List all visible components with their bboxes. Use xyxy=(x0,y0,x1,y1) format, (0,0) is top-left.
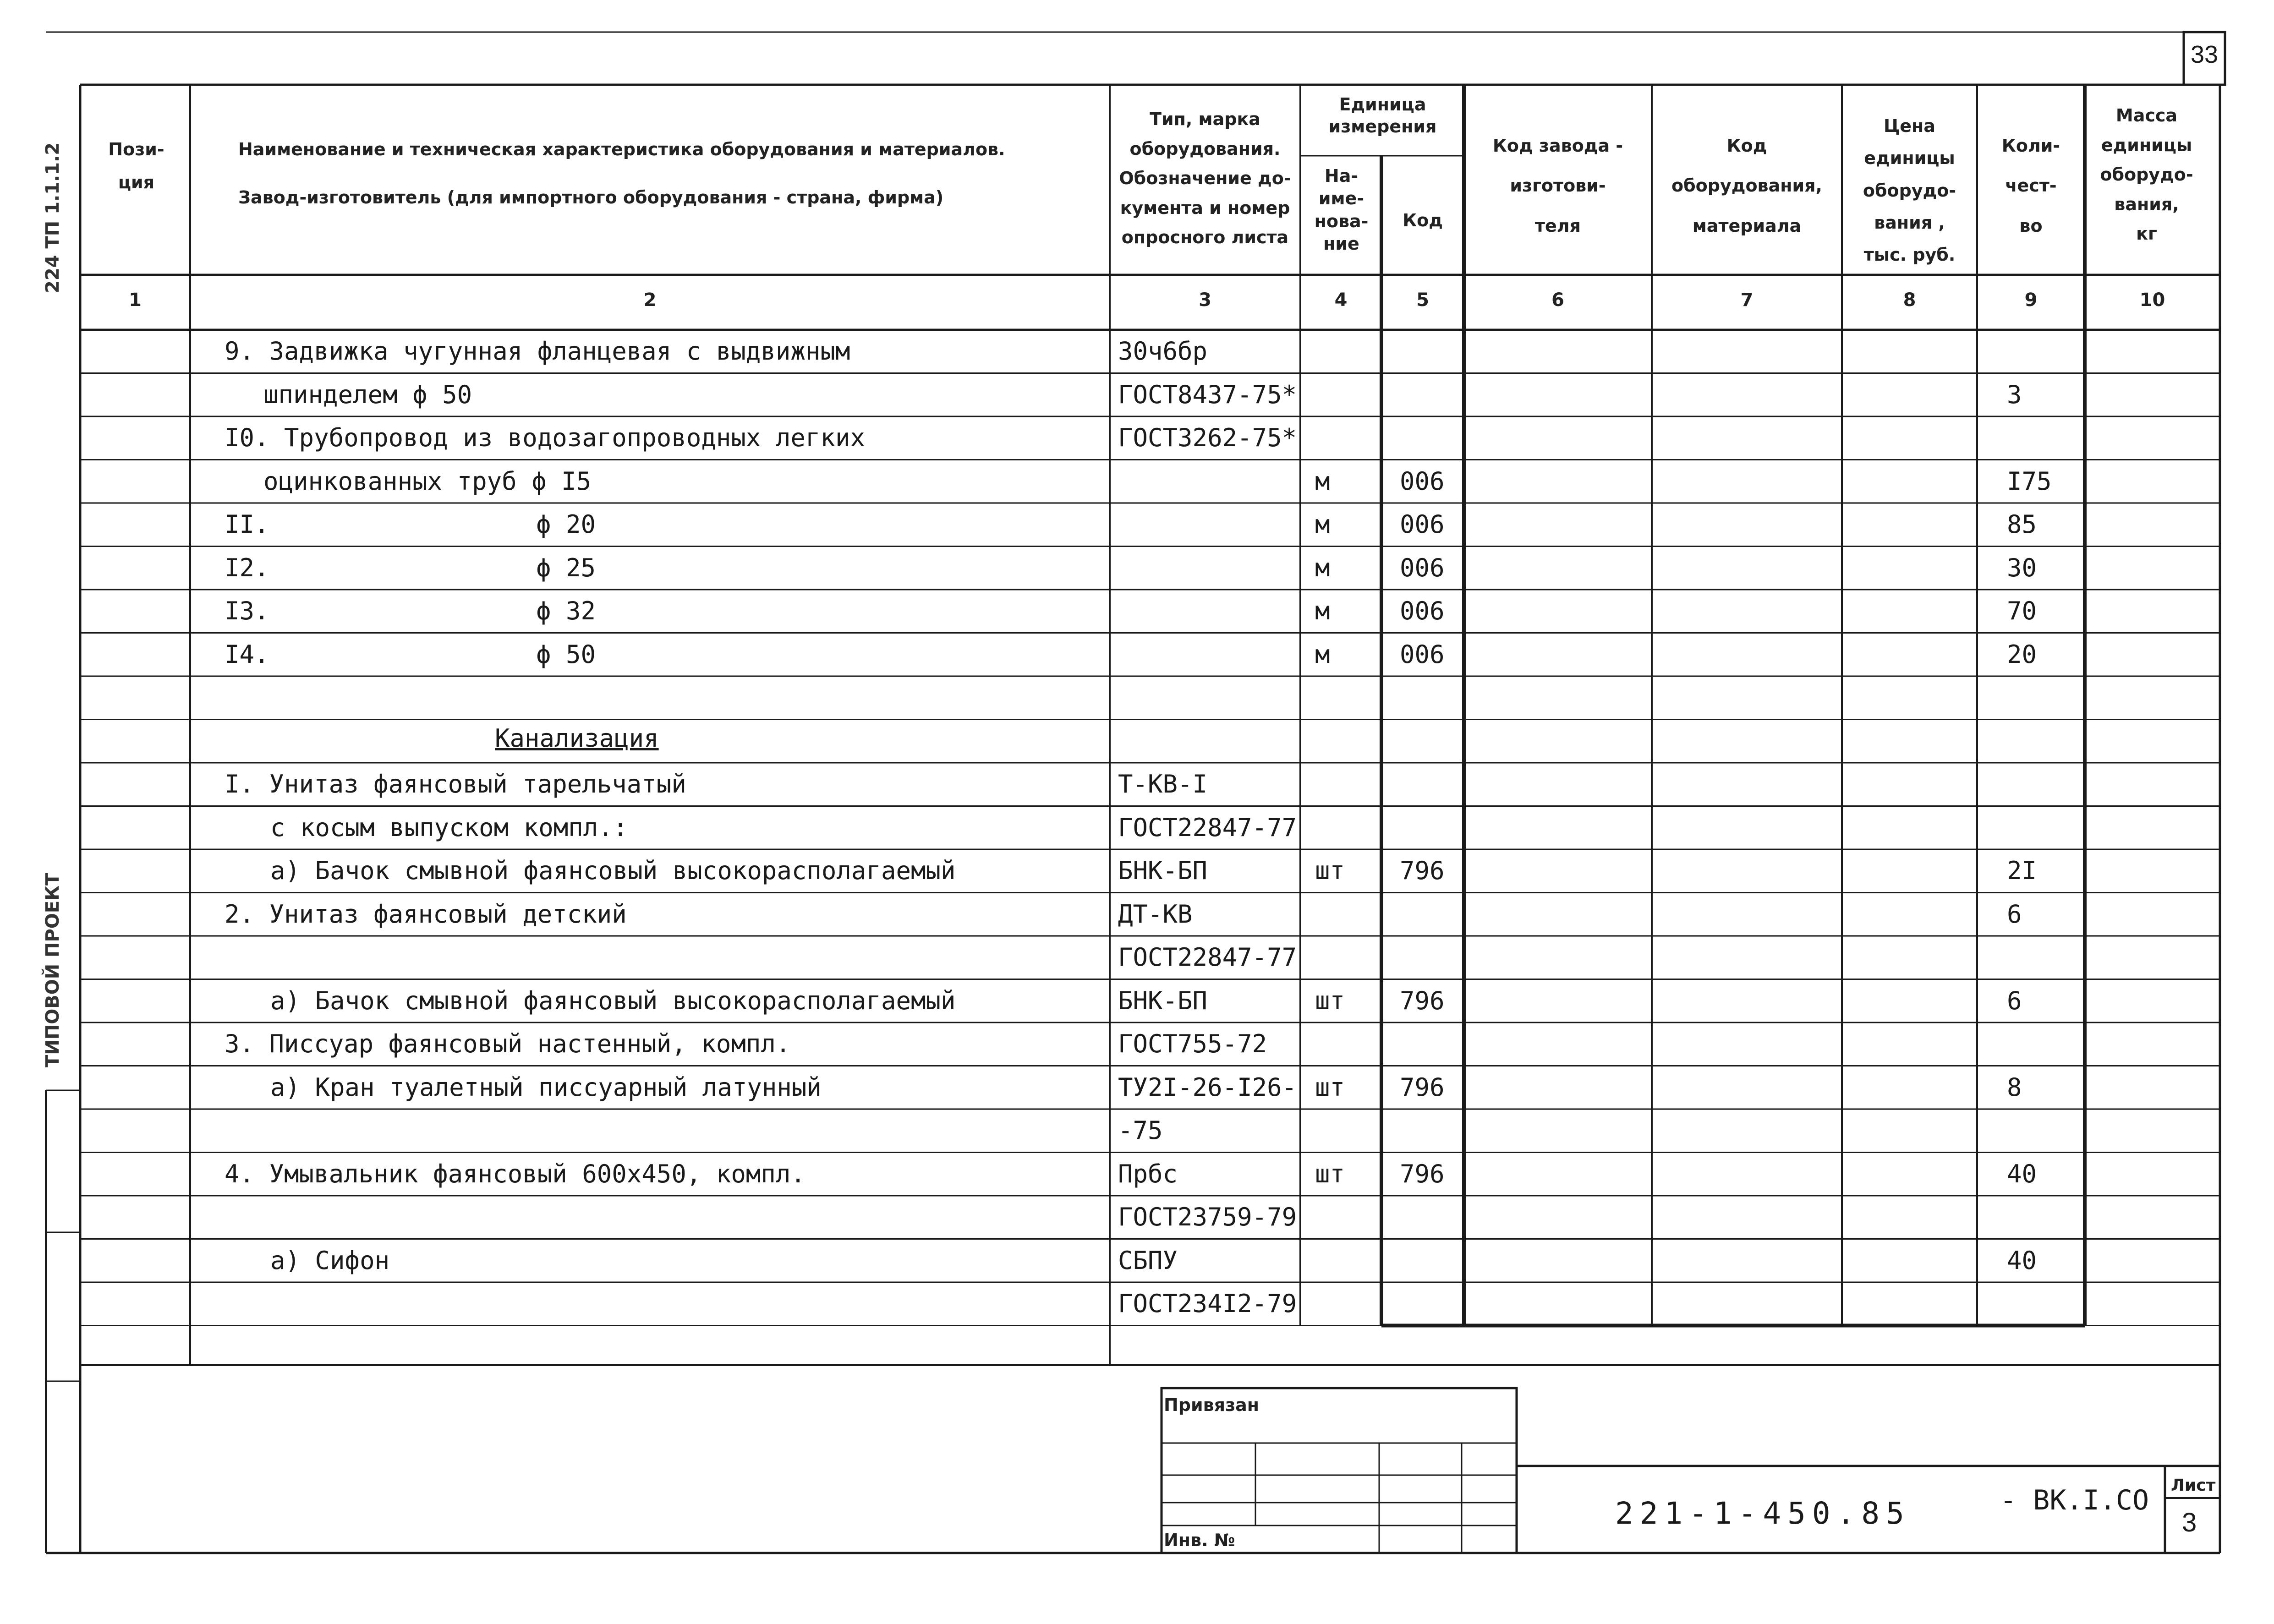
item-type: СБПУ xyxy=(1118,1246,1178,1275)
item-type: ГОСТ3262-75* xyxy=(1118,423,1297,452)
header-material-code: Код оборудования, материала xyxy=(1671,136,1822,236)
item-name: II. xyxy=(225,510,269,539)
stamp-inventory: Инв. № xyxy=(1164,1530,1235,1550)
header-position: Пози- ция xyxy=(108,139,164,193)
item-name: а) Кран туалетный писсуарный латунный xyxy=(270,1072,822,1102)
column-number-5: 5 xyxy=(1416,290,1429,311)
column-number-2: 2 xyxy=(643,290,657,311)
item-unit-code: 006 xyxy=(1400,640,1445,669)
item-diameter: ϕ 50 xyxy=(536,640,596,669)
item-unit-code: 006 xyxy=(1400,553,1445,582)
item-unit-code: 006 xyxy=(1400,466,1445,496)
item-unit: м xyxy=(1315,553,1330,582)
header-unit: Единица измерения xyxy=(1328,94,1437,137)
item-unit-code: 796 xyxy=(1400,1072,1445,1102)
item-name: I4. xyxy=(225,640,269,669)
item-type: БНК-БП xyxy=(1118,986,1208,1015)
sheet-number: 3 xyxy=(2182,1508,2197,1537)
header-unit-code: Код xyxy=(1403,210,1443,230)
item-type: ГОСТ22847-77 xyxy=(1118,943,1297,972)
column-number-8: 8 xyxy=(1903,290,1916,311)
item-type: Т-КВ-I xyxy=(1118,770,1208,798)
item-type: Прбс xyxy=(1118,1159,1178,1188)
item-quantity: I75 xyxy=(2007,466,2052,496)
header-factory-code: Код завода - изготови- теля xyxy=(1492,136,1623,236)
column-number-1: 1 xyxy=(129,290,142,311)
header-mass: Масса единицы оборудо- вания, кг xyxy=(2100,105,2193,244)
item-name: 9. Задвижка чугунная фланцевая с выдвижным xyxy=(225,337,850,366)
item-quantity: 40 xyxy=(2007,1159,2037,1188)
item-unit: м xyxy=(1315,596,1330,625)
item-quantity: 8 xyxy=(2007,1072,2022,1102)
item-quantity: 6 xyxy=(2007,986,2022,1015)
item-name: I3. xyxy=(225,596,269,625)
item-diameter: ϕ 20 xyxy=(536,510,596,539)
item-name: а) Бачок смывной фаянсовый высокорасполагаемый xyxy=(270,856,956,885)
item-unit: м xyxy=(1315,640,1330,669)
header-type: Тип, марка оборудования. Обозначение до- кумента и номер опросного листа xyxy=(1119,109,1291,248)
item-type: 30ч6бр xyxy=(1118,337,1208,366)
item-quantity: 6 xyxy=(2007,899,2022,929)
document-number: 221-1-450.85 xyxy=(1615,1496,1911,1531)
column-number-4: 4 xyxy=(1334,290,1348,311)
column-number-9: 9 xyxy=(2024,290,2038,311)
item-quantity: 85 xyxy=(2007,510,2037,539)
column-number-3: 3 xyxy=(1199,290,1211,311)
item-type: -75 xyxy=(1118,1116,1163,1145)
column-number-7: 7 xyxy=(1740,290,1753,311)
item-quantity: 40 xyxy=(2007,1246,2037,1275)
item-name: 3. Писсуар фаянсовый настенный, компл. xyxy=(225,1029,791,1058)
item-type: ГОСТ234I2-79 xyxy=(1118,1289,1297,1318)
item-name: 2. Унитаз фаянсовый детский xyxy=(225,899,627,929)
item-quantity: 70 xyxy=(2007,596,2037,625)
item-name: 4. Умывальник фаянсовый 600х450, компл. xyxy=(225,1159,805,1188)
item-quantity: 3 xyxy=(2007,380,2022,409)
side-label-top: 224 ТП 1.1.1.2 xyxy=(42,142,63,293)
item-quantity: 2I xyxy=(2007,856,2037,885)
item-unit: шт xyxy=(1315,986,1345,1015)
header-name-line1: Наименование и техническая характеристика оборудования и материалов. xyxy=(238,139,1005,159)
item-unit: м xyxy=(1315,466,1330,496)
header-quantity: Коли- чест- во xyxy=(2001,136,2060,236)
stamp-privyazan: Привязан xyxy=(1164,1395,1260,1415)
column-number-6: 6 xyxy=(1551,290,1564,311)
item-unit-code: 796 xyxy=(1400,986,1445,1015)
section-title: Канализация xyxy=(495,723,659,753)
item-unit: шт xyxy=(1315,1072,1345,1102)
item-unit-code: 006 xyxy=(1400,596,1445,625)
item-diameter: ϕ 25 xyxy=(536,553,596,582)
header-name-line2: Завод-изготовитель (для импортного оборудования - страна, фирма) xyxy=(238,187,944,208)
item-name: I0. Трубопровод из водозагопроводных легких xyxy=(225,423,865,452)
item-unit-code: 796 xyxy=(1400,856,1445,885)
item-quantity: 30 xyxy=(2007,553,2037,582)
item-type: БНК-БП xyxy=(1118,856,1208,885)
side-label-middle: ТИПОВОЙ ПРОЕКТ xyxy=(42,873,63,1067)
item-name: а) Сифон xyxy=(270,1246,390,1275)
item-name: I. Унитаз фаянсовый тарельчатый xyxy=(225,770,686,798)
item-type: ГОСТ22847-77 xyxy=(1118,813,1297,842)
item-unit-code: 796 xyxy=(1400,1159,1445,1188)
item-unit-code: 006 xyxy=(1400,510,1445,539)
item-type: ГОСТ23759-79 xyxy=(1118,1203,1297,1231)
item-name: шпинделем ϕ 50 xyxy=(263,380,472,409)
page-number: 33 xyxy=(2190,41,2219,68)
item-type: ГОСТ8437-75* xyxy=(1118,380,1297,409)
item-name: I2. xyxy=(225,553,269,582)
document-suffix: - ВК.I.СО xyxy=(2000,1484,2149,1516)
item-type: ДТ-КВ xyxy=(1118,899,1193,929)
header-unit-name: На- име- нова- ние xyxy=(1314,166,1369,254)
column-number-10: 10 xyxy=(2139,290,2165,311)
item-type: ГОСТ755-72 xyxy=(1118,1029,1267,1058)
item-name: с косым выпуском компл.: xyxy=(270,813,628,842)
item-name: оцинкованных труб ϕ I5 xyxy=(263,466,592,496)
sheet-label: Лист xyxy=(2171,1476,2216,1495)
item-unit: шт xyxy=(1315,856,1345,885)
item-quantity: 20 xyxy=(2007,640,2037,669)
item-unit: шт xyxy=(1315,1159,1345,1188)
item-name: а) Бачок смывной фаянсовый высокорасполагаемый xyxy=(270,986,956,1015)
item-type: ТУ2I-26-I26- xyxy=(1118,1072,1297,1102)
item-diameter: ϕ 32 xyxy=(536,596,596,625)
header-price: Цена единицы оборудо- вания , тыс. руб. xyxy=(1863,116,1956,265)
item-unit: м xyxy=(1315,510,1330,539)
